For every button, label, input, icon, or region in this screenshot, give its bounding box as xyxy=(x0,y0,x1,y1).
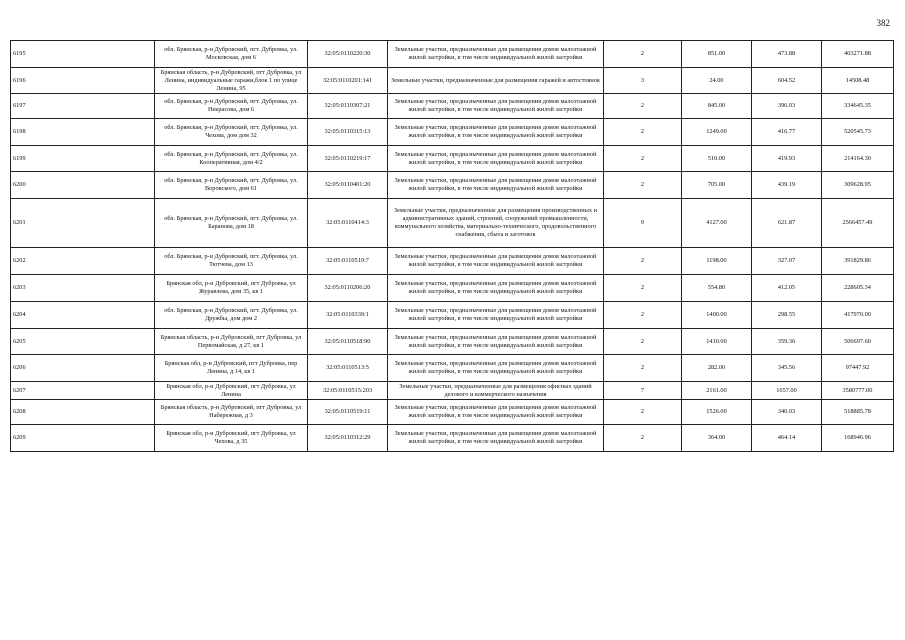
area-cell: 4127.00 xyxy=(682,199,752,248)
address-cell: обл. Брянская, р-н Дубровский, пгт. Дубровка, ул. Баранова, дом 18 xyxy=(155,199,308,248)
use-group-cell: 2 xyxy=(604,94,682,119)
specific-cost-cell: 473.88 xyxy=(752,41,822,68)
table-row xyxy=(11,425,894,452)
row-number: 6201 xyxy=(11,199,155,248)
table-row xyxy=(11,68,894,94)
address-cell: Брянская обл, р-н Дубровский, пгт Дубровка, ул Чехова, д 35 xyxy=(155,425,308,452)
area-cell: 845.00 xyxy=(682,94,752,119)
cadastral-number-cell: 32:05:0110206:20 xyxy=(308,275,388,302)
row-number: 6206 xyxy=(11,355,155,382)
cadastral-value-cell: 3580777.00 xyxy=(822,382,894,400)
table-row xyxy=(11,199,894,248)
address-cell: обл. Брянская, р-н Дубровский, пгт. Дубровка, ул. Чехова, дом дом 32 xyxy=(155,119,308,146)
row-number: 6202 xyxy=(11,248,155,275)
specific-cost-cell: 327.07 xyxy=(752,248,822,275)
cadastral-value-cell: 97447.92 xyxy=(822,355,894,382)
row-number: 6203 xyxy=(11,275,155,302)
address-cell: Брянская область, р-н Дубровский, пгт Дубровка, ул Первомайская, д 27, кв 1 xyxy=(155,329,308,355)
area-cell: 282.00 xyxy=(682,355,752,382)
specific-cost-cell: 396.03 xyxy=(752,94,822,119)
table-row xyxy=(11,355,894,382)
land-use-cell: Земельные участки, предназначенные для размещения домов малоэтажной жилой застройки, в том числе индивидуальной жилой застройки xyxy=(388,146,604,172)
land-use-cell: Земельные участки, предназначенные для размещения домов малоэтажной жилой застройки, в том числе индивидуальной жилой застройки xyxy=(388,172,604,199)
use-group-cell: 9 xyxy=(604,199,682,248)
land-use-cell: Земельные участки, предназначенные для размещения домов малоэтажной жилой застройки, в том числе индивидуальной жилой застройки xyxy=(388,119,604,146)
land-use-cell: Земельные участки, предназначенные для размещения офисных зданий делового и коммерческого назначения xyxy=(388,382,604,400)
table-row xyxy=(11,329,894,355)
land-use-cell: Земельные участки, предназначенные для размещения домов малоэтажной жилой застройки, в том числе индивидуальной жилой застройки xyxy=(388,355,604,382)
land-use-cell: Земельные участки, предназначенные для размещения производственных и административных зданий, строений, сооружений промышленности, коммунального хозяйства, материально-технического, продовольственного снабжения, сбыта и заготовок xyxy=(388,199,604,248)
area-cell: 24.00 xyxy=(682,68,752,94)
use-group-cell: 2 xyxy=(604,146,682,172)
area-cell: 1249.00 xyxy=(682,119,752,146)
cadastral-number-cell: 32:05:0110339:1 xyxy=(308,302,388,329)
cadastral-number-cell: 32:05:0110315:13 xyxy=(308,119,388,146)
use-group-cell: 2 xyxy=(604,400,682,425)
cadastral-number-cell: 32:05:0110515:203 xyxy=(308,382,388,400)
area-cell: 705.00 xyxy=(682,172,752,199)
table-row xyxy=(11,94,894,119)
cadastral-value-cell: 228605.34 xyxy=(822,275,894,302)
cadastral-value-cell: 214164.30 xyxy=(822,146,894,172)
specific-cost-cell: 1657.00 xyxy=(752,382,822,400)
address-cell: обл. Брянская, р-н Дубровский, пгт. Дубровка, ул. Воровского, дом 61 xyxy=(155,172,308,199)
use-group-cell: 3 xyxy=(604,68,682,94)
land-use-cell: Земельные участки, предназначенные для размещения домов малоэтажной жилой застройки, в том числе индивидуальной жилой застройки xyxy=(388,94,604,119)
specific-cost-cell: 604.52 xyxy=(752,68,822,94)
page-number: 382 xyxy=(876,18,890,28)
area-cell: 364.00 xyxy=(682,425,752,452)
cadastral-number-cell: 32:05:0110518:90 xyxy=(308,329,388,355)
cadastral-number-cell: 32:05:0110401:20 xyxy=(308,172,388,199)
cadastral-value-cell: 2566457.49 xyxy=(822,199,894,248)
area-cell: 851.00 xyxy=(682,41,752,68)
cadastral-value-cell: 518885.78 xyxy=(822,400,894,425)
specific-cost-cell: 416.77 xyxy=(752,119,822,146)
cadastral-number-cell: 32:05:0110513:5 xyxy=(308,355,388,382)
address-cell: обл. Брянская, р-н Дубровский, пгт. Дубровка, ул. Московская, дом 6 xyxy=(155,41,308,68)
row-number: 6204 xyxy=(11,302,155,329)
specific-cost-cell: 340.03 xyxy=(752,400,822,425)
area-cell: 1198.00 xyxy=(682,248,752,275)
cadastral-number-cell: 32:05:0110519:7 xyxy=(308,248,388,275)
specific-cost-cell: 298.55 xyxy=(752,302,822,329)
land-use-cell: Земельные участки, предназначенные для размещения домов малоэтажной жилой застройки, в том числе индивидуальной жилой застройки xyxy=(388,329,604,355)
table-row xyxy=(11,41,894,68)
address-cell: Брянская обл, р-н Дубровский, пгт Дубровка, пер Ленина, д 14, кв 1 xyxy=(155,355,308,382)
land-use-cell: Земельные участки, предназначенные для размещения домов малоэтажной жилой застройки, в том числе индивидуальной жилой застройки xyxy=(388,41,604,68)
area-cell: 1526.00 xyxy=(682,400,752,425)
specific-cost-cell: 359.36 xyxy=(752,329,822,355)
specific-cost-cell: 621.87 xyxy=(752,199,822,248)
row-number: 6207 xyxy=(11,382,155,400)
cadastral-value-cell: 168946.96 xyxy=(822,425,894,452)
cadastral-number-cell: 32:05:0110220:30 xyxy=(308,41,388,68)
row-number: 6198 xyxy=(11,119,155,146)
area-cell: 1400.00 xyxy=(682,302,752,329)
cadastral-number-cell: 32:05:0110219:17 xyxy=(308,146,388,172)
address-cell: Брянская обл, р-н Дубровский, пгт Дубровка, ул Журавлева, дом 35, кв 1 xyxy=(155,275,308,302)
address-cell: обл. Брянская, р-н Дубровский, пгт. Дубровка, ул. Тютчева, дом 13 xyxy=(155,248,308,275)
cadastral-number-cell: 32:05:0110312:29 xyxy=(308,425,388,452)
land-plots-table xyxy=(10,40,894,452)
table-row xyxy=(11,382,894,400)
specific-cost-cell: 419.93 xyxy=(752,146,822,172)
area-cell: 2161.00 xyxy=(682,382,752,400)
use-group-cell: 2 xyxy=(604,119,682,146)
area-cell: 510.00 xyxy=(682,146,752,172)
specific-cost-cell: 412.05 xyxy=(752,275,822,302)
row-number: 6196 xyxy=(11,68,155,94)
cadastral-number-cell: 32:05:0110307:21 xyxy=(308,94,388,119)
use-group-cell: 2 xyxy=(604,329,682,355)
use-group-cell: 2 xyxy=(604,425,682,452)
row-number: 6200 xyxy=(11,172,155,199)
cadastral-value-cell: 417970.00 xyxy=(822,302,894,329)
use-group-cell: 2 xyxy=(604,41,682,68)
cadastral-value-cell: 403271.88 xyxy=(822,41,894,68)
use-group-cell: 2 xyxy=(604,302,682,329)
land-use-cell: Земельные участки, предназначенные для размещения домов малоэтажной жилой застройки, в том числе индивидуальной жилой застройки xyxy=(388,275,604,302)
row-number: 6199 xyxy=(11,146,155,172)
use-group-cell: 2 xyxy=(604,275,682,302)
row-number: 6209 xyxy=(11,425,155,452)
address-cell: обл. Брянская, р-н Дубровский, пгт. Дубровка, ул. Некрасова, дом 6 xyxy=(155,94,308,119)
address-cell: обл. Брянская, р-н Дубровский, пгт. Дубровка, ул. Дружбы, дом дом 2 xyxy=(155,302,308,329)
cadastral-number-cell: 32:05:0110414:3 xyxy=(308,199,388,248)
address-cell: Брянская область, р-н Дубровский, пгт Дубровка, ул Ленина, индивидуальные гаражи,блок 1 по улице Ленина, 95 xyxy=(155,68,308,94)
cadastral-number-cell: 32:05:0110519:11 xyxy=(308,400,388,425)
cadastral-value-cell: 309628.95 xyxy=(822,172,894,199)
cadastral-value-cell: 334645.35 xyxy=(822,94,894,119)
area-cell: 1410.00 xyxy=(682,329,752,355)
use-group-cell: 2 xyxy=(604,248,682,275)
specific-cost-cell: 439.19 xyxy=(752,172,822,199)
table-row xyxy=(11,275,894,302)
table-row xyxy=(11,146,894,172)
row-number: 6208 xyxy=(11,400,155,425)
use-group-cell: 2 xyxy=(604,172,682,199)
cadastral-value-cell: 506697.60 xyxy=(822,329,894,355)
address-cell: Брянская область, р-н Дубровский, пгт Дубровка, ул Набережная, д 3 xyxy=(155,400,308,425)
cadastral-value-cell: 391829.86 xyxy=(822,248,894,275)
use-group-cell: 7 xyxy=(604,382,682,400)
use-group-cell: 2 xyxy=(604,355,682,382)
land-use-cell: Земельные участки, предназначенные для размещения домов малоэтажной жилой застройки, в том числе индивидуальной жилой застройки xyxy=(388,425,604,452)
table-row xyxy=(11,172,894,199)
row-number: 6195 xyxy=(11,41,155,68)
table-row xyxy=(11,119,894,146)
land-use-cell: Земельные участки, предназначенные для размещения домов малоэтажной жилой застройки, в том числе индивидуальной жилой застройки xyxy=(388,248,604,275)
address-cell: обл. Брянская, р-н Дубровский, пгт. Дубровка, ул. Кооперативная, дом 4/2 xyxy=(155,146,308,172)
land-use-cell: Земельные участки, предназначенные для размещения домов малоэтажной жилой застройки, в том числе индивидуальной жилой застройки xyxy=(388,400,604,425)
land-use-cell: Земельные участки, предназначенные для размещения домов малоэтажной жилой застройки, в том числе индивидуальной жилой застройки xyxy=(388,302,604,329)
row-number: 6197 xyxy=(11,94,155,119)
specific-cost-cell: 345.56 xyxy=(752,355,822,382)
table-row xyxy=(11,400,894,425)
specific-cost-cell: 464.14 xyxy=(752,425,822,452)
row-number: 6205 xyxy=(11,329,155,355)
cadastral-number-cell: 32:05:0110201:141 xyxy=(308,68,388,94)
table-row xyxy=(11,248,894,275)
cadastral-value-cell: 14508.48 xyxy=(822,68,894,94)
area-cell: 554.80 xyxy=(682,275,752,302)
address-cell: Брянская обл, р-н Дубровский, пгт Дубровка, ул Ленина xyxy=(155,382,308,400)
table-row xyxy=(11,302,894,329)
land-use-cell: Земельные участки, предназначенные для размещения гаражей и автостоянок xyxy=(388,68,604,94)
cadastral-value-cell: 520545.73 xyxy=(822,119,894,146)
